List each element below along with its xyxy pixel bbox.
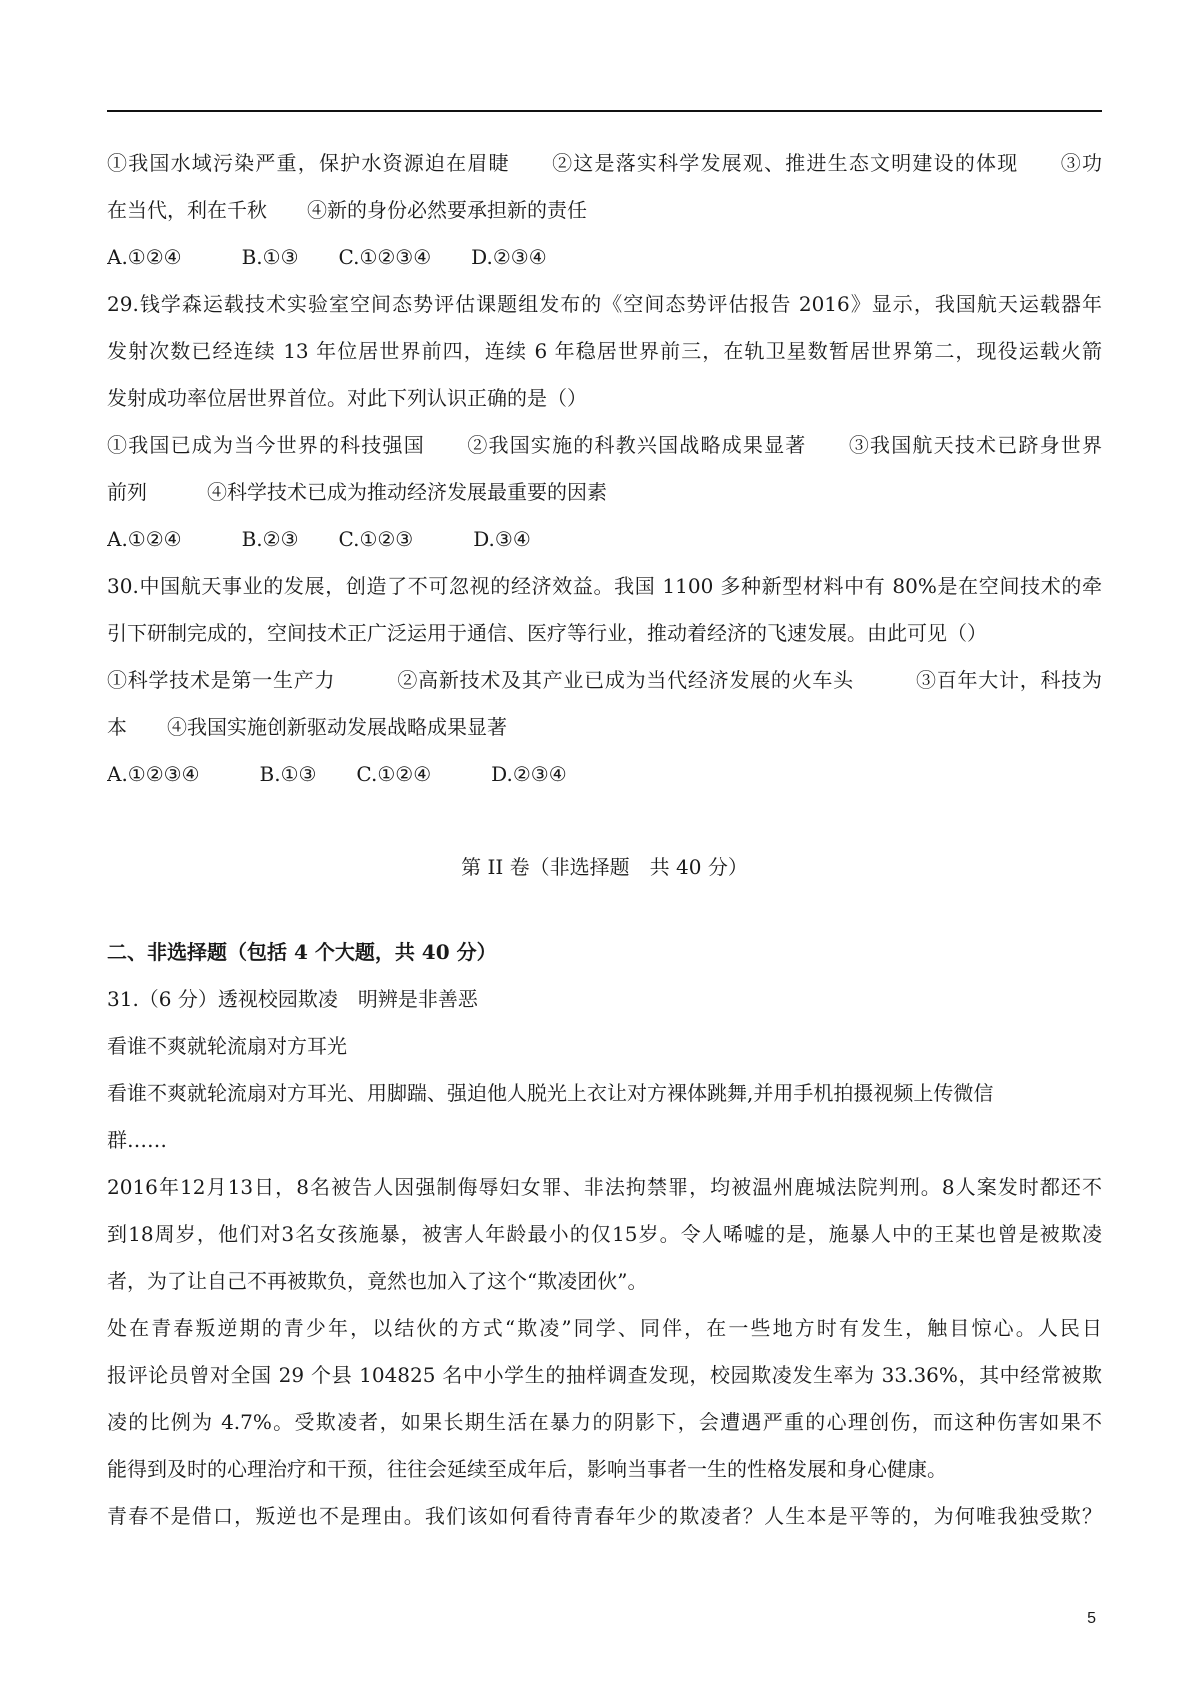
header-rule: [107, 110, 1102, 112]
q31-text-line-5: 到18周岁，他们对3名女孩施暴，被害人年龄最小的仅15岁。令人唏嘘的是，施暴人中的王某也曾是被欺凌: [107, 1222, 1102, 1246]
part2-title: 第 II 卷（非选择题 共 40 分）: [461, 855, 748, 879]
q29-stem-line-3: 发射成功率位居世界首位。对此下列认识正确的是（）: [107, 386, 587, 410]
q28-options-line-1: ①我国水域污染严重，保护水资源迫在眉睫 ②这是落实科学发展观、推进生态文明建设的体现 ③功: [107, 151, 1102, 175]
section-heading: 二、非选择题（包括 4 个大题，共 40 分）: [107, 940, 497, 964]
q30-options-line-2: 本 ④我国实施创新驱动发展战略成果显著: [107, 715, 507, 739]
q28-choices: A.①②④ B.①③ C.①②③④ D.②③④: [107, 245, 547, 269]
q31-text-line-10: 能得到及时的心理治疗和干预，往往会延续至成年后，影响当事者一生的性格发展和身心健康。: [107, 1457, 947, 1481]
q29-choices: A.①②④ B.②③ C.①②③ D.③④: [107, 527, 531, 551]
q29-stem-line-2: 发射次数已经连续 13 年位居世界前四，连续 6 年稳居世界前三，在轨卫星数暂居世界第二，现役运载火箭: [107, 339, 1102, 363]
q31-text-line-3: 群……: [107, 1128, 167, 1152]
q30-stem-line-2: 引下研制完成的，空间技术正广泛运用于通信、医疗等行业，推动着经济的飞速发展。由此可见（）: [107, 621, 987, 645]
q29-options-line-2: 前列 ④科学技术已成为推动经济发展最重要的因素: [107, 480, 607, 504]
spacer: [107, 891, 1102, 929]
q30-options-line-1: ①科学技术是第一生产力 ②高新技术及其产业已成为当代经济发展的火车头 ③百年大计，科技为: [107, 668, 1102, 692]
q28-options-line-2: 在当代，利在千秋 ④新的身份必然要承担新的责任: [107, 198, 587, 222]
q31-text-line-2: 看谁不爽就轮流扇对方耳光、用脚踹、强迫他人脱光上衣让对方裸体跳舞,并用手机拍摄视频上传微信: [107, 1081, 994, 1105]
q31-title: 31.（6 分）透视校园欺凌 明辨是非善恶: [107, 987, 478, 1011]
q29-options-line-1: ①我国已成为当今世界的科技强国 ②我国实施的科教兴国战略成果显著 ③我国航天技术已跻身世界: [107, 433, 1102, 457]
q31-text-line-9: 凌的比例为 4.7%。受欺凌者，如果长期生活在暴力的阴影下，会遭遇严重的心理创伤，而这种伤害如果不: [107, 1410, 1102, 1434]
q31-text-line-11: 青春不是借口，叛逆也不是理由。我们该如何看待青春年少的欺凌者？人生本是平等的，为何唯我独受欺？: [107, 1504, 1102, 1528]
q31-text-line-7: 处在青春叛逆期的青少年，以结伙的方式“欺凌”同学、同伴，在一些地方时有发生，触目惊心。人民日: [107, 1316, 1102, 1340]
q30-choices: A.①②③④ B.①③ C.①②④ D.②③④: [107, 762, 567, 786]
page-number: 5: [1087, 1610, 1096, 1627]
q31-text-line-8: 报评论员曾对全国 29 个县 104825 名中小学生的抽样调查发现，校园欺凌发生率为 33.36%，其中经常被欺: [107, 1363, 1102, 1387]
page-content: [107, 140, 1102, 1540]
q31-text-line-1: 看谁不爽就轮流扇对方耳光: [107, 1034, 347, 1058]
q31-text-line-4: 2016年12月13日，8名被告人因强制侮辱妇女罪、非法拘禁罪，均被温州鹿城法院判刑。8人案发时都还不: [107, 1175, 1102, 1199]
q31-text-line-6: 者，为了让自己不再被欺负，竟然也加入了这个“欺凌团伙”。: [107, 1269, 648, 1293]
q30-stem-line-1: 30.中国航天事业的发展，创造了不可忽视的经济效益。我国 1100 多种新型材料中有 80%是在空间技术的牵: [107, 574, 1102, 598]
q29-stem-line-1: 29.钱学森运载技术实验室空间态势评估课题组发布的《空间态势评估报告 2016》显示，我国航天运载器年: [107, 292, 1102, 316]
spacer: [107, 798, 1102, 844]
